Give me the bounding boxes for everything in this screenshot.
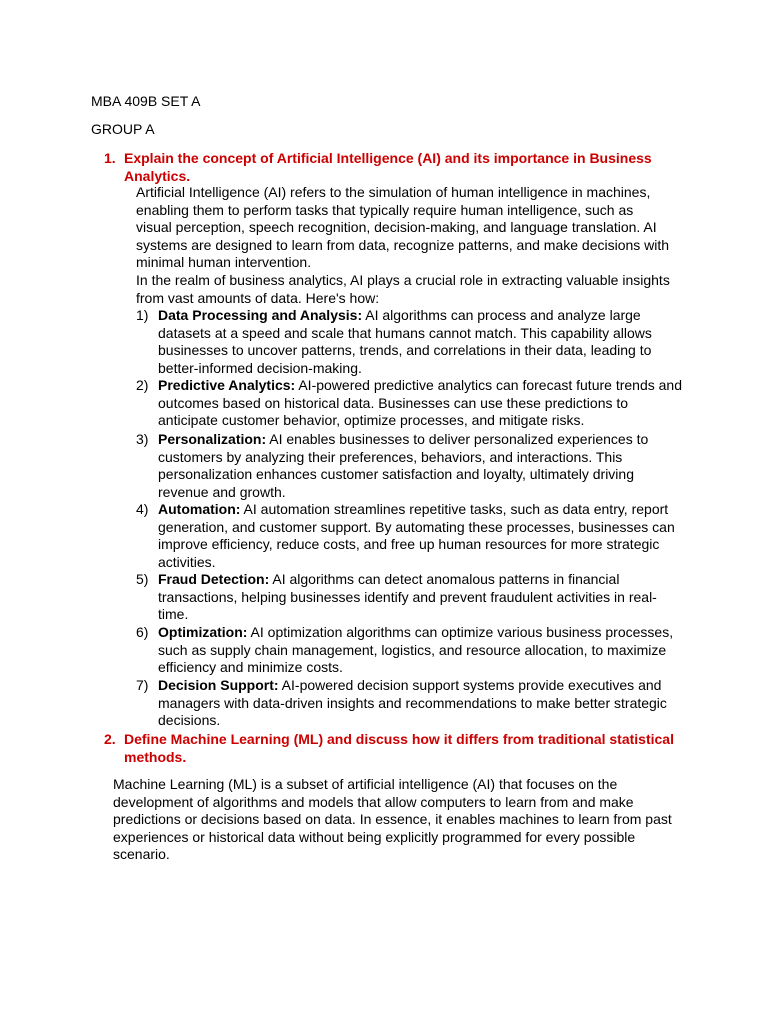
list-item-text: AI optimization algorithms can optimize various business processes, such as supply chain management, logistics, and resource allocation, to maximize efficiency and minimize costs. [158,624,674,675]
list-item-term: Fraud Detection: [158,571,270,587]
list-item [158,307,686,377]
list-item-text: AI-powered predictive analytics can forecast future trends and outcomes based on historical data. Businesses can use these predictions to anticipate customer behavior, optimize processes, and mitigate risks. [158,377,682,428]
list-item-text: AI algorithms can detect anomalous patterns in financial transactions, helping businesses identify and prevent fraudulent activities in real-time. [158,571,657,622]
group-heading: GROUP A [91,121,155,137]
list-item-number: 3) [136,431,149,447]
question-1-title: Explain the concept of Artificial Intelligence (AI) and its importance in Business Analytics. [124,150,652,184]
course-code: MBA 409B SET A [91,93,201,109]
list-item [158,571,686,624]
list-item-term: Predictive Analytics: [158,377,296,393]
list-item [158,377,686,430]
list-item-number: 6) [136,624,149,640]
list-item [158,624,686,677]
list-item-number: 7) [136,677,149,693]
list-item-text: AI algorithms can process and analyze large datasets at a speed and scale that humans cannot match. This capability allows businesses to uncover patterns, trends, and correlations in their data, leading to better-informed decision-making. [158,307,652,376]
list-item-number: 1) [136,307,149,323]
list-item-number: 2) [136,377,149,393]
list-item [158,677,686,730]
list-item-number: 5) [136,571,149,587]
list-item-text: AI enables businesses to deliver personalized experiences to customers by analyzing their preferences, behaviors, and interactions. This personalization enhances customer satisfaction and loyalty, ultimately driving revenue and growth. [158,431,649,500]
list-item-term: Automation: [158,501,241,517]
question-1-number: 1. [104,150,116,166]
list-item [158,431,686,501]
question-2-title: Define Machine Learning (ML) and discuss how it differs from traditional statistical methods. [124,731,674,765]
question-1-intro-context: In the realm of business analytics, AI plays a crucial role in extracting valuable insights from vast amounts of data. Here's how: [136,272,670,306]
list-item-text: AI automation streamlines repetitive tasks, such as data entry, report generation, and customer support. By automating these processes, businesses can improve efficiency, reduce costs, and free up human resources for more strategic activities. [158,501,675,570]
list-item-term: Optimization: [158,624,248,640]
question-2-answer: Machine Learning (ML) is a subset of artificial intelligence (AI) that focuses on the development of algorithms and models that allow computers to learn from and make predictions or decisions based on data. In essence, it enables machines to learn from past experiences or historical data without being explicitly programmed for every possible scenario. [113,776,672,862]
list-item-text: AI-powered decision support systems provide executives and managers with data-driven insights and recommendations to make better strategic decisions. [158,677,667,728]
question-1-intro-definition: Artificial Intelligence (AI) refers to the simulation of human intelligence in machines, enabling them to perform tasks that typically require human intelligence, such as visual perception, speech recognition, decision-making, and language translation. AI systems are designed to learn from data, recognize patterns, and make decisions with minimal human intervention. [136,184,670,270]
list-item-term: Decision Support: [158,677,279,693]
list-item-number: 4) [136,501,149,517]
list-item-term: Personalization: [158,431,267,447]
list-item-term: Data Processing and Analysis: [158,307,363,323]
list-item [158,501,686,571]
question-2-number: 2. [104,731,116,747]
